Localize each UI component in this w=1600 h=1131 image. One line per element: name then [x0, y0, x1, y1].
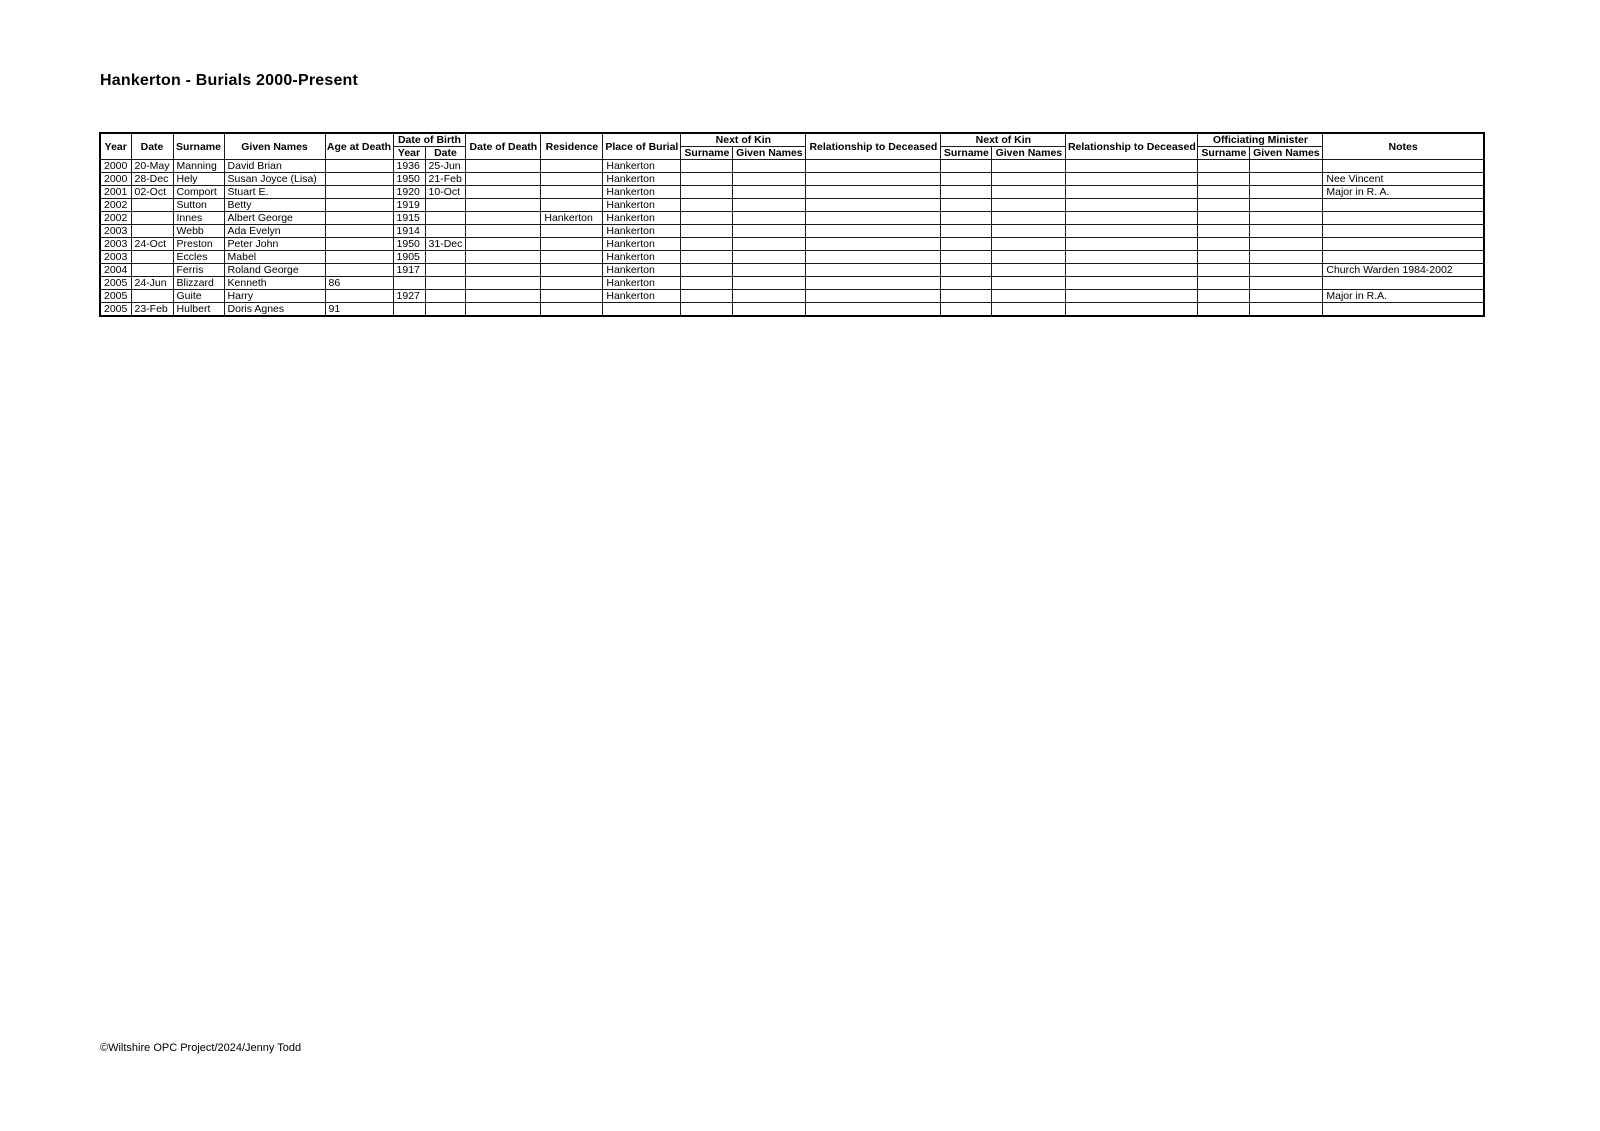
cell: Nee Vincent: [1323, 173, 1484, 186]
column-header: Date: [131, 133, 173, 160]
cell: [425, 264, 466, 277]
cell: [681, 160, 733, 173]
cell: 1927: [393, 290, 425, 303]
cell: 02-Oct: [131, 186, 173, 199]
cell: 31-Dec: [425, 238, 466, 251]
cell: 2003: [100, 225, 131, 238]
cell: [1323, 212, 1484, 225]
cell: Harry: [224, 290, 325, 303]
cell: 2002: [100, 212, 131, 225]
cell: [466, 290, 541, 303]
cell: [1198, 212, 1250, 225]
cell: 2005: [100, 303, 131, 317]
cell: [325, 225, 393, 238]
cell: Major in R.A.: [1323, 290, 1484, 303]
cell: Hankerton: [603, 264, 681, 277]
header-row-1: [100, 133, 1484, 147]
cell: 1920: [393, 186, 425, 199]
cell: 2000: [100, 160, 131, 173]
cell: [941, 225, 992, 238]
cell: [325, 264, 393, 277]
cell: [806, 186, 941, 199]
cell: [1198, 251, 1250, 264]
cell: [941, 173, 992, 186]
cell: Betty: [224, 199, 325, 212]
cell: 2005: [100, 277, 131, 290]
cell: Blizzard: [173, 277, 224, 290]
cell: [325, 186, 393, 199]
cell: Albert George: [224, 212, 325, 225]
cell: [1066, 303, 1198, 317]
cell: Susan Joyce (Lisa): [224, 173, 325, 186]
cell: [1066, 212, 1198, 225]
cell: 25-Jun: [425, 160, 466, 173]
cell: [681, 199, 733, 212]
cell: Ferris: [173, 264, 224, 277]
cell: [393, 277, 425, 290]
cell: [1198, 277, 1250, 290]
cell: [1066, 264, 1198, 277]
cell: 1905: [393, 251, 425, 264]
cell: 86: [325, 277, 393, 290]
column-header: Next of Kin: [941, 133, 1066, 147]
cell: [466, 225, 541, 238]
cell: 1936: [393, 160, 425, 173]
cell: [466, 199, 541, 212]
cell: [541, 225, 603, 238]
cell: [603, 303, 681, 317]
cell: [466, 212, 541, 225]
table-row: [100, 199, 1484, 212]
cell: [541, 160, 603, 173]
table-row: [100, 186, 1484, 199]
cell: [806, 303, 941, 317]
cell: [1066, 290, 1198, 303]
cell: Guite: [173, 290, 224, 303]
cell: Webb: [173, 225, 224, 238]
cell: [1198, 290, 1250, 303]
cell: [466, 160, 541, 173]
cell: [1323, 303, 1484, 317]
cell: [1198, 303, 1250, 317]
cell: Eccles: [173, 251, 224, 264]
cell: [681, 251, 733, 264]
cell: [325, 173, 393, 186]
cell: 1914: [393, 225, 425, 238]
column-header: Next of Kin: [681, 133, 806, 147]
cell: [1250, 264, 1323, 277]
cell: [325, 251, 393, 264]
cell: [733, 251, 806, 264]
cell: [992, 160, 1066, 173]
column-subheader: Surname: [941, 147, 992, 160]
cell: [992, 186, 1066, 199]
column-header: Date of Death: [466, 133, 541, 160]
cell: Hankerton: [603, 212, 681, 225]
cell: [806, 251, 941, 264]
cell: [941, 212, 992, 225]
cell: [941, 264, 992, 277]
cell: [941, 238, 992, 251]
cell: [425, 199, 466, 212]
cell: [806, 277, 941, 290]
cell: [1198, 186, 1250, 199]
cell: Roland George: [224, 264, 325, 277]
column-subheader: Surname: [681, 147, 733, 160]
cell: [733, 238, 806, 251]
cell: [1198, 160, 1250, 173]
cell: [681, 238, 733, 251]
cell: [1250, 186, 1323, 199]
cell: [1066, 160, 1198, 173]
cell: [131, 264, 173, 277]
cell: 2003: [100, 238, 131, 251]
cell: Stuart E.: [224, 186, 325, 199]
cell: [992, 173, 1066, 186]
cell: [1198, 264, 1250, 277]
cell: [466, 186, 541, 199]
column-subheader: Given Names: [733, 147, 806, 160]
column-header: Surname: [173, 133, 224, 160]
cell: 20-May: [131, 160, 173, 173]
cell: [806, 160, 941, 173]
cell: [425, 303, 466, 317]
cell: [541, 303, 603, 317]
column-subheader: Year: [393, 147, 425, 160]
cell: Mabel: [224, 251, 325, 264]
cell: Preston: [173, 238, 224, 251]
cell: [466, 238, 541, 251]
cell: [806, 225, 941, 238]
cell: [681, 173, 733, 186]
cell: [1250, 212, 1323, 225]
column-subheader: Surname: [1198, 147, 1250, 160]
cell: [992, 238, 1066, 251]
cell: [681, 225, 733, 238]
cell: [941, 303, 992, 317]
table-body: [100, 160, 1484, 317]
cell: [941, 160, 992, 173]
cell: [681, 212, 733, 225]
cell: [733, 303, 806, 317]
column-subheader: Given Names: [992, 147, 1066, 160]
cell: [1198, 238, 1250, 251]
cell: [992, 212, 1066, 225]
cell: 1950: [393, 173, 425, 186]
column-header: Relationship to Deceased: [1066, 133, 1198, 160]
cell: [806, 199, 941, 212]
cell: Major in R. A.: [1323, 186, 1484, 199]
cell: [1250, 160, 1323, 173]
cell: Doris Agnes: [224, 303, 325, 317]
cell: [425, 277, 466, 290]
cell: [466, 277, 541, 290]
cell: [1250, 303, 1323, 317]
table-row: [100, 277, 1484, 290]
cell: [1250, 238, 1323, 251]
cell: [992, 199, 1066, 212]
table-row: [100, 238, 1484, 251]
cell: Hely: [173, 173, 224, 186]
cell: Manning: [173, 160, 224, 173]
cell: [806, 173, 941, 186]
cell: 21-Feb: [425, 173, 466, 186]
table-row: [100, 303, 1484, 317]
cell: 23-Feb: [131, 303, 173, 317]
table-header: [100, 133, 1484, 160]
cell: [131, 251, 173, 264]
cell: [733, 186, 806, 199]
cell: [541, 264, 603, 277]
cell: Sutton: [173, 199, 224, 212]
cell: [1323, 251, 1484, 264]
cell: [733, 199, 806, 212]
cell: [733, 290, 806, 303]
cell: [1250, 199, 1323, 212]
cell: [541, 251, 603, 264]
cell: 1950: [393, 238, 425, 251]
cell: Hankerton: [603, 277, 681, 290]
cell: 2000: [100, 173, 131, 186]
cell: [131, 290, 173, 303]
cell: [1323, 277, 1484, 290]
cell: [941, 290, 992, 303]
cell: 2004: [100, 264, 131, 277]
cell: [1250, 173, 1323, 186]
table-row: [100, 160, 1484, 173]
cell: [941, 199, 992, 212]
column-header: Age at Death: [325, 133, 393, 160]
cell: [992, 264, 1066, 277]
column-header: Given Names: [224, 133, 325, 160]
cell: [681, 303, 733, 317]
cell: Hankerton: [603, 225, 681, 238]
cell: [325, 290, 393, 303]
cell: [733, 264, 806, 277]
cell: [1066, 225, 1198, 238]
column-header: Notes: [1323, 133, 1484, 160]
cell: [541, 173, 603, 186]
cell: [131, 225, 173, 238]
cell: 2005: [100, 290, 131, 303]
cell: [425, 212, 466, 225]
cell: [1066, 199, 1198, 212]
cell: [425, 225, 466, 238]
cell: [1250, 251, 1323, 264]
cell: 91: [325, 303, 393, 317]
cell: Peter John: [224, 238, 325, 251]
cell: [681, 277, 733, 290]
cell: [992, 303, 1066, 317]
column-subheader: Date: [425, 147, 466, 160]
cell: 24-Jun: [131, 277, 173, 290]
cell: Comport: [173, 186, 224, 199]
table-row: [100, 225, 1484, 238]
cell: [681, 186, 733, 199]
cell: 10-Oct: [425, 186, 466, 199]
cell: David Brian: [224, 160, 325, 173]
cell: [1198, 173, 1250, 186]
cell: [325, 238, 393, 251]
column-header: Relationship to Deceased: [806, 133, 941, 160]
column-subheader: Given Names: [1250, 147, 1323, 160]
cell: [733, 173, 806, 186]
cell: [806, 264, 941, 277]
cell: [1323, 199, 1484, 212]
cell: [131, 199, 173, 212]
cell: [325, 212, 393, 225]
cell: [941, 186, 992, 199]
cell: [1066, 251, 1198, 264]
cell: [466, 251, 541, 264]
table-row: [100, 251, 1484, 264]
cell: [941, 277, 992, 290]
cell: [425, 290, 466, 303]
cell: Hankerton: [603, 199, 681, 212]
cell: Innes: [173, 212, 224, 225]
table-row: [100, 173, 1484, 186]
cell: [466, 264, 541, 277]
cell: 24-Oct: [131, 238, 173, 251]
cell: [393, 303, 425, 317]
copyright-footer: ©Wiltshire OPC Project/2024/Jenny Todd: [100, 1042, 302, 1054]
cell: [1066, 173, 1198, 186]
cell: Kenneth: [224, 277, 325, 290]
column-header: Date of Birth: [393, 133, 466, 147]
cell: Hankerton: [603, 251, 681, 264]
cell: [1250, 277, 1323, 290]
cell: [1323, 225, 1484, 238]
cell: Hankerton: [603, 160, 681, 173]
page-title: Hankerton - Burials 2000-Present: [100, 72, 359, 89]
cell: [992, 277, 1066, 290]
cell: [541, 277, 603, 290]
cell: [1066, 186, 1198, 199]
cell: [941, 251, 992, 264]
cell: [541, 199, 603, 212]
cell: 1917: [393, 264, 425, 277]
cell: [733, 225, 806, 238]
cell: 2003: [100, 251, 131, 264]
cell: [1198, 199, 1250, 212]
cell: [681, 290, 733, 303]
burials-table: [99, 132, 1485, 317]
cell: Hulbert: [173, 303, 224, 317]
table-row: [100, 212, 1484, 225]
cell: [733, 277, 806, 290]
column-header: Officiating Minister: [1198, 133, 1323, 147]
cell: [733, 212, 806, 225]
cell: [1250, 225, 1323, 238]
cell: [425, 251, 466, 264]
cell: Hankerton: [603, 173, 681, 186]
cell: [131, 212, 173, 225]
cell: [541, 238, 603, 251]
cell: Hankerton: [541, 212, 603, 225]
cell: [325, 160, 393, 173]
cell: [325, 199, 393, 212]
cell: [466, 173, 541, 186]
cell: [1066, 277, 1198, 290]
cell: [992, 225, 1066, 238]
cell: 28-Dec: [131, 173, 173, 186]
cell: [806, 290, 941, 303]
cell: 2002: [100, 199, 131, 212]
table-row: [100, 264, 1484, 277]
cell: [1198, 225, 1250, 238]
cell: [1066, 238, 1198, 251]
cell: 1919: [393, 199, 425, 212]
cell: [733, 160, 806, 173]
table-row: [100, 290, 1484, 303]
cell: Hankerton: [603, 186, 681, 199]
cell: [806, 238, 941, 251]
cell: [541, 290, 603, 303]
cell: [992, 290, 1066, 303]
cell: Hankerton: [603, 238, 681, 251]
cell: 1915: [393, 212, 425, 225]
cell: [1323, 238, 1484, 251]
cell: [1323, 160, 1484, 173]
cell: 2001: [100, 186, 131, 199]
cell: [466, 303, 541, 317]
cell: [806, 212, 941, 225]
column-header: Year: [100, 133, 131, 160]
cell: [992, 251, 1066, 264]
cell: Church Warden 1984-2002: [1323, 264, 1484, 277]
cell: [541, 186, 603, 199]
cell: Hankerton: [603, 290, 681, 303]
cell: [1250, 290, 1323, 303]
cell: Ada Evelyn: [224, 225, 325, 238]
column-header: Residence: [541, 133, 603, 160]
cell: [681, 264, 733, 277]
column-header: Place of Burial: [603, 133, 681, 160]
